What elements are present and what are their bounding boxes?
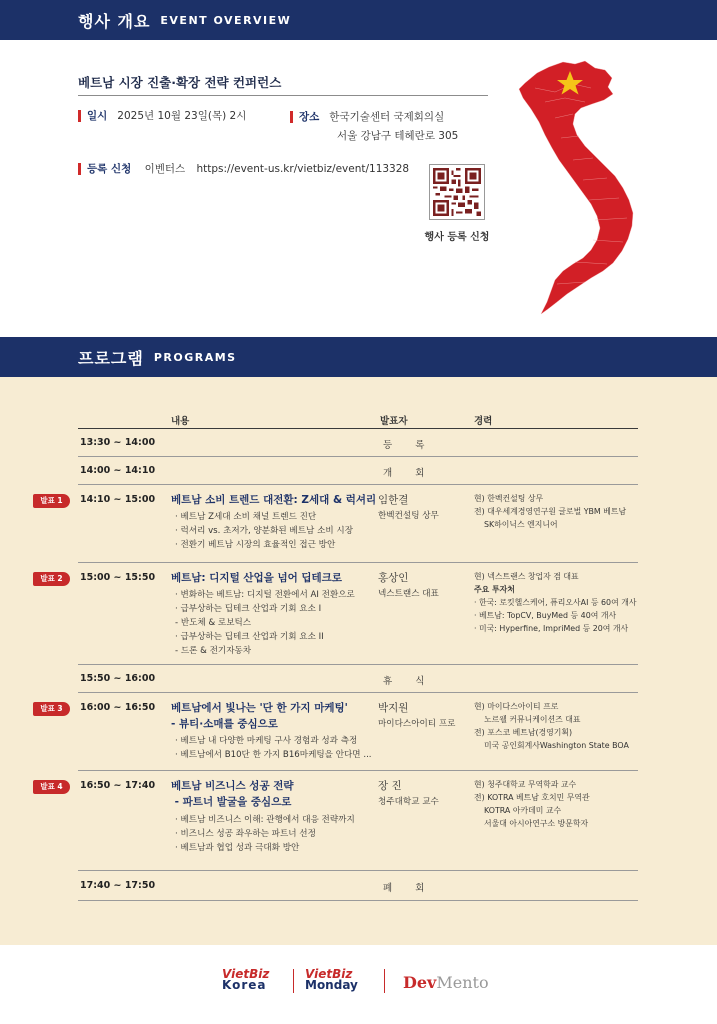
- bullet: · 비즈니스 성공 좌우하는 파트너 선정: [175, 829, 316, 839]
- bullet: · 전환기 베트남 시장의 효율적인 접근 방안: [175, 540, 336, 550]
- speaker-career: [474, 700, 639, 752]
- bullet: · 급부상하는 딥테크 산업과 기회 요소 II: [175, 632, 324, 642]
- career-line: KOTRA 아카데미 교수: [484, 806, 562, 815]
- session-row-4: [40, 771, 638, 871]
- session-tag: 발표 1: [33, 494, 70, 508]
- programs-section: [0, 377, 717, 945]
- row-label: 개 회: [383, 468, 435, 479]
- qr-code[interactable]: [429, 164, 485, 220]
- session-tag: 발표 2: [33, 572, 70, 586]
- speaker-name: 홍상인: [378, 572, 409, 584]
- session-title-line1: 베트남 비즈니스 성공 전략: [171, 780, 294, 792]
- bullet: · 베트남 비즈니스 이해: 관행에서 대응 전략까지: [175, 815, 355, 825]
- title-divider: [78, 95, 488, 96]
- row-label: 폐 회: [383, 883, 435, 894]
- speaker-name: 박지원: [378, 702, 409, 714]
- venue-line2: 서울 강남구 테헤란로 305: [337, 130, 459, 142]
- session-row-1: [40, 485, 638, 563]
- row-time: 17:40 ~ 17:50: [80, 880, 156, 891]
- qr-caption: 행사 등록 신청: [424, 232, 490, 243]
- registration-platform: 이벤터스: [144, 163, 186, 175]
- session-title: [171, 570, 342, 586]
- row-time: 13:30 ~ 14:00: [80, 437, 156, 448]
- speaker-career: [474, 570, 639, 635]
- row-time: 15:00 ~ 15:50: [80, 572, 156, 583]
- career-line: · 한국: 로킷헬스케어, 퓨리오사AI 등 60여 개사: [474, 598, 637, 607]
- session-row-2: [40, 563, 638, 665]
- overview-section: [0, 40, 717, 337]
- speaker-name: 장 진: [378, 780, 402, 792]
- venue-label: 장소: [290, 111, 319, 123]
- speaker: [378, 492, 439, 524]
- career-line: 전) KOTRA 베트남 호치민 무역관: [474, 793, 590, 802]
- bullet: · 베트남에서 B10단 한 가지 B16마케팅을 안다면 ...: [175, 750, 372, 760]
- session-title: [171, 700, 348, 732]
- speaker-org: 넥스트랜스 대표: [378, 589, 439, 599]
- row-label: 휴 식: [383, 676, 435, 687]
- header-content: 내용: [171, 416, 190, 427]
- career-line: 노르웰 커뮤니케이션즈 대표: [484, 715, 581, 724]
- session-title: [171, 492, 376, 508]
- header-career: 경력: [474, 416, 493, 427]
- speaker-org: 한벡컨설팅 상무: [378, 511, 439, 521]
- career-line: 전) 포스코 베트남(경영기획): [474, 728, 573, 737]
- vietbiz-korea-logo: VietBiz Korea: [222, 967, 270, 992]
- overview-title-en: EVENT OVERVIEW: [160, 13, 292, 27]
- session-row-3: [40, 693, 638, 771]
- session-title-line1: 베트남 소비 트렌드 대전환: Z세대 & 럭셔리: [171, 494, 377, 506]
- schedule-row-opening: [78, 457, 638, 485]
- career-line: 현) 청주대학교 무역학과 교수: [474, 780, 577, 789]
- speaker: [378, 570, 439, 602]
- overview-header: [0, 0, 717, 40]
- overview-title-ko: 행사 개요: [78, 11, 151, 31]
- career-line: 현) 마이다스아이티 프로: [474, 702, 559, 711]
- header-speaker: 발표자: [380, 416, 408, 427]
- bullet: · 베트남 내 다양한 마케팅 구사 경험과 성과 측정: [175, 736, 358, 746]
- programs-title-en: PROGRAMS: [153, 350, 237, 364]
- career-line: 서울대 아시아연구소 방문학자: [484, 819, 589, 828]
- speaker-org: 마이다스아이티 프로: [378, 719, 456, 729]
- programs-title-ko: 프로그램: [78, 348, 144, 368]
- venue-field: [290, 108, 458, 146]
- schedule-table: [40, 428, 638, 901]
- speaker: [378, 778, 439, 810]
- career-line: 현) 한벡컨설팅 상무: [474, 494, 544, 503]
- registration-url[interactable]: https://event-us.kr/vietbiz/event/113328: [196, 163, 410, 175]
- row-time: 16:50 ~ 17:40: [80, 780, 156, 791]
- session-title-line2: - 파트너 발굴을 중심으로: [171, 796, 292, 808]
- career-line: 주요 투자처: [474, 585, 515, 594]
- session-bullets: [175, 588, 355, 658]
- career-line: · 베트남: TopCV, BuyMed 등 40여 개사: [474, 611, 617, 620]
- date-value: 2025년 10월 23일(목) 2시: [117, 110, 247, 122]
- career-line: 미국 공인회계사Washington State BOA: [484, 741, 629, 750]
- bullet: · 변화하는 베트남: 디지털 전환에서 AI 전환으로: [175, 590, 355, 600]
- session-title-line1: 베트남에서 빛나는 '단 한 가지 마케팅': [171, 702, 348, 714]
- registration-field: [78, 161, 409, 176]
- bullet: · 럭셔리 vs. 초저가, 양분화된 베트남 소비 시장: [175, 526, 354, 536]
- row-time: 15:50 ~ 16:00: [80, 673, 156, 684]
- venue-line1: 한국기술센터 국제회의실: [329, 111, 445, 123]
- schedule-row-registration: [78, 429, 638, 457]
- row-time: 14:00 ~ 14:10: [80, 465, 156, 476]
- vietbiz-monday-logo: VietBiz Monday: [305, 967, 358, 992]
- session-bullets: [175, 734, 372, 762]
- speaker-career: [474, 492, 639, 531]
- row-time: 16:00 ~ 16:50: [80, 702, 156, 713]
- date-field: [78, 108, 246, 123]
- bullet: - 반도체 & 로보틱스: [175, 618, 252, 628]
- session-tag: 발표 3: [33, 702, 70, 716]
- logo-divider: [384, 969, 385, 993]
- session-title-line2: - 뷰티·소매를 중심으로: [171, 718, 278, 730]
- schedule-row-closing: [78, 871, 638, 901]
- devmento-logo: DevMento: [403, 973, 489, 992]
- bullet: · 급부상하는 딥테크 산업과 기회 요소 I: [175, 604, 322, 614]
- row-time: 14:10 ~ 15:00: [80, 494, 156, 505]
- bullet: · 베트남 Z세대 소비 채널 트렌드 진단: [175, 512, 317, 522]
- speaker-org: 청주대학교 교수: [378, 797, 439, 807]
- speaker: [378, 700, 455, 732]
- session-tag: 발표 4: [33, 780, 70, 794]
- registration-label: 등록 신청: [78, 163, 131, 175]
- bullet: - 드론 & 전기자동차: [175, 646, 252, 656]
- career-line: · 미국: Hyperfine, ImpriMed 등 20여 개사: [474, 624, 629, 633]
- date-label: 일시: [78, 110, 107, 122]
- session-title: [171, 778, 294, 810]
- session-bullets: [175, 813, 355, 855]
- speaker-career: [474, 778, 639, 830]
- row-label: 등 록: [383, 440, 435, 451]
- programs-header: [0, 337, 717, 377]
- vietnam-map-icon: [515, 58, 645, 328]
- footer: [0, 945, 717, 1024]
- career-line: 전) 대우세계경영연구원 글로벌 YBM 베트남: [474, 507, 627, 516]
- session-bullets: [175, 510, 353, 552]
- session-title-line1: 베트남: 디지털 산업을 넘어 딥테크로: [171, 572, 342, 584]
- bullet: · 베트남과 협업 성과 극대화 방안: [175, 843, 300, 853]
- career-line: 현) 넥스트랜스 창업자 겸 대표: [474, 572, 579, 581]
- logo-divider: [293, 969, 294, 993]
- schedule-row-break: [78, 665, 638, 693]
- career-line: SK하이닉스 엔지니어: [484, 520, 558, 529]
- speaker-name: 임한결: [378, 494, 409, 506]
- event-title: 베트남 시장 진출·확장 전략 컨퍼런스: [78, 75, 282, 90]
